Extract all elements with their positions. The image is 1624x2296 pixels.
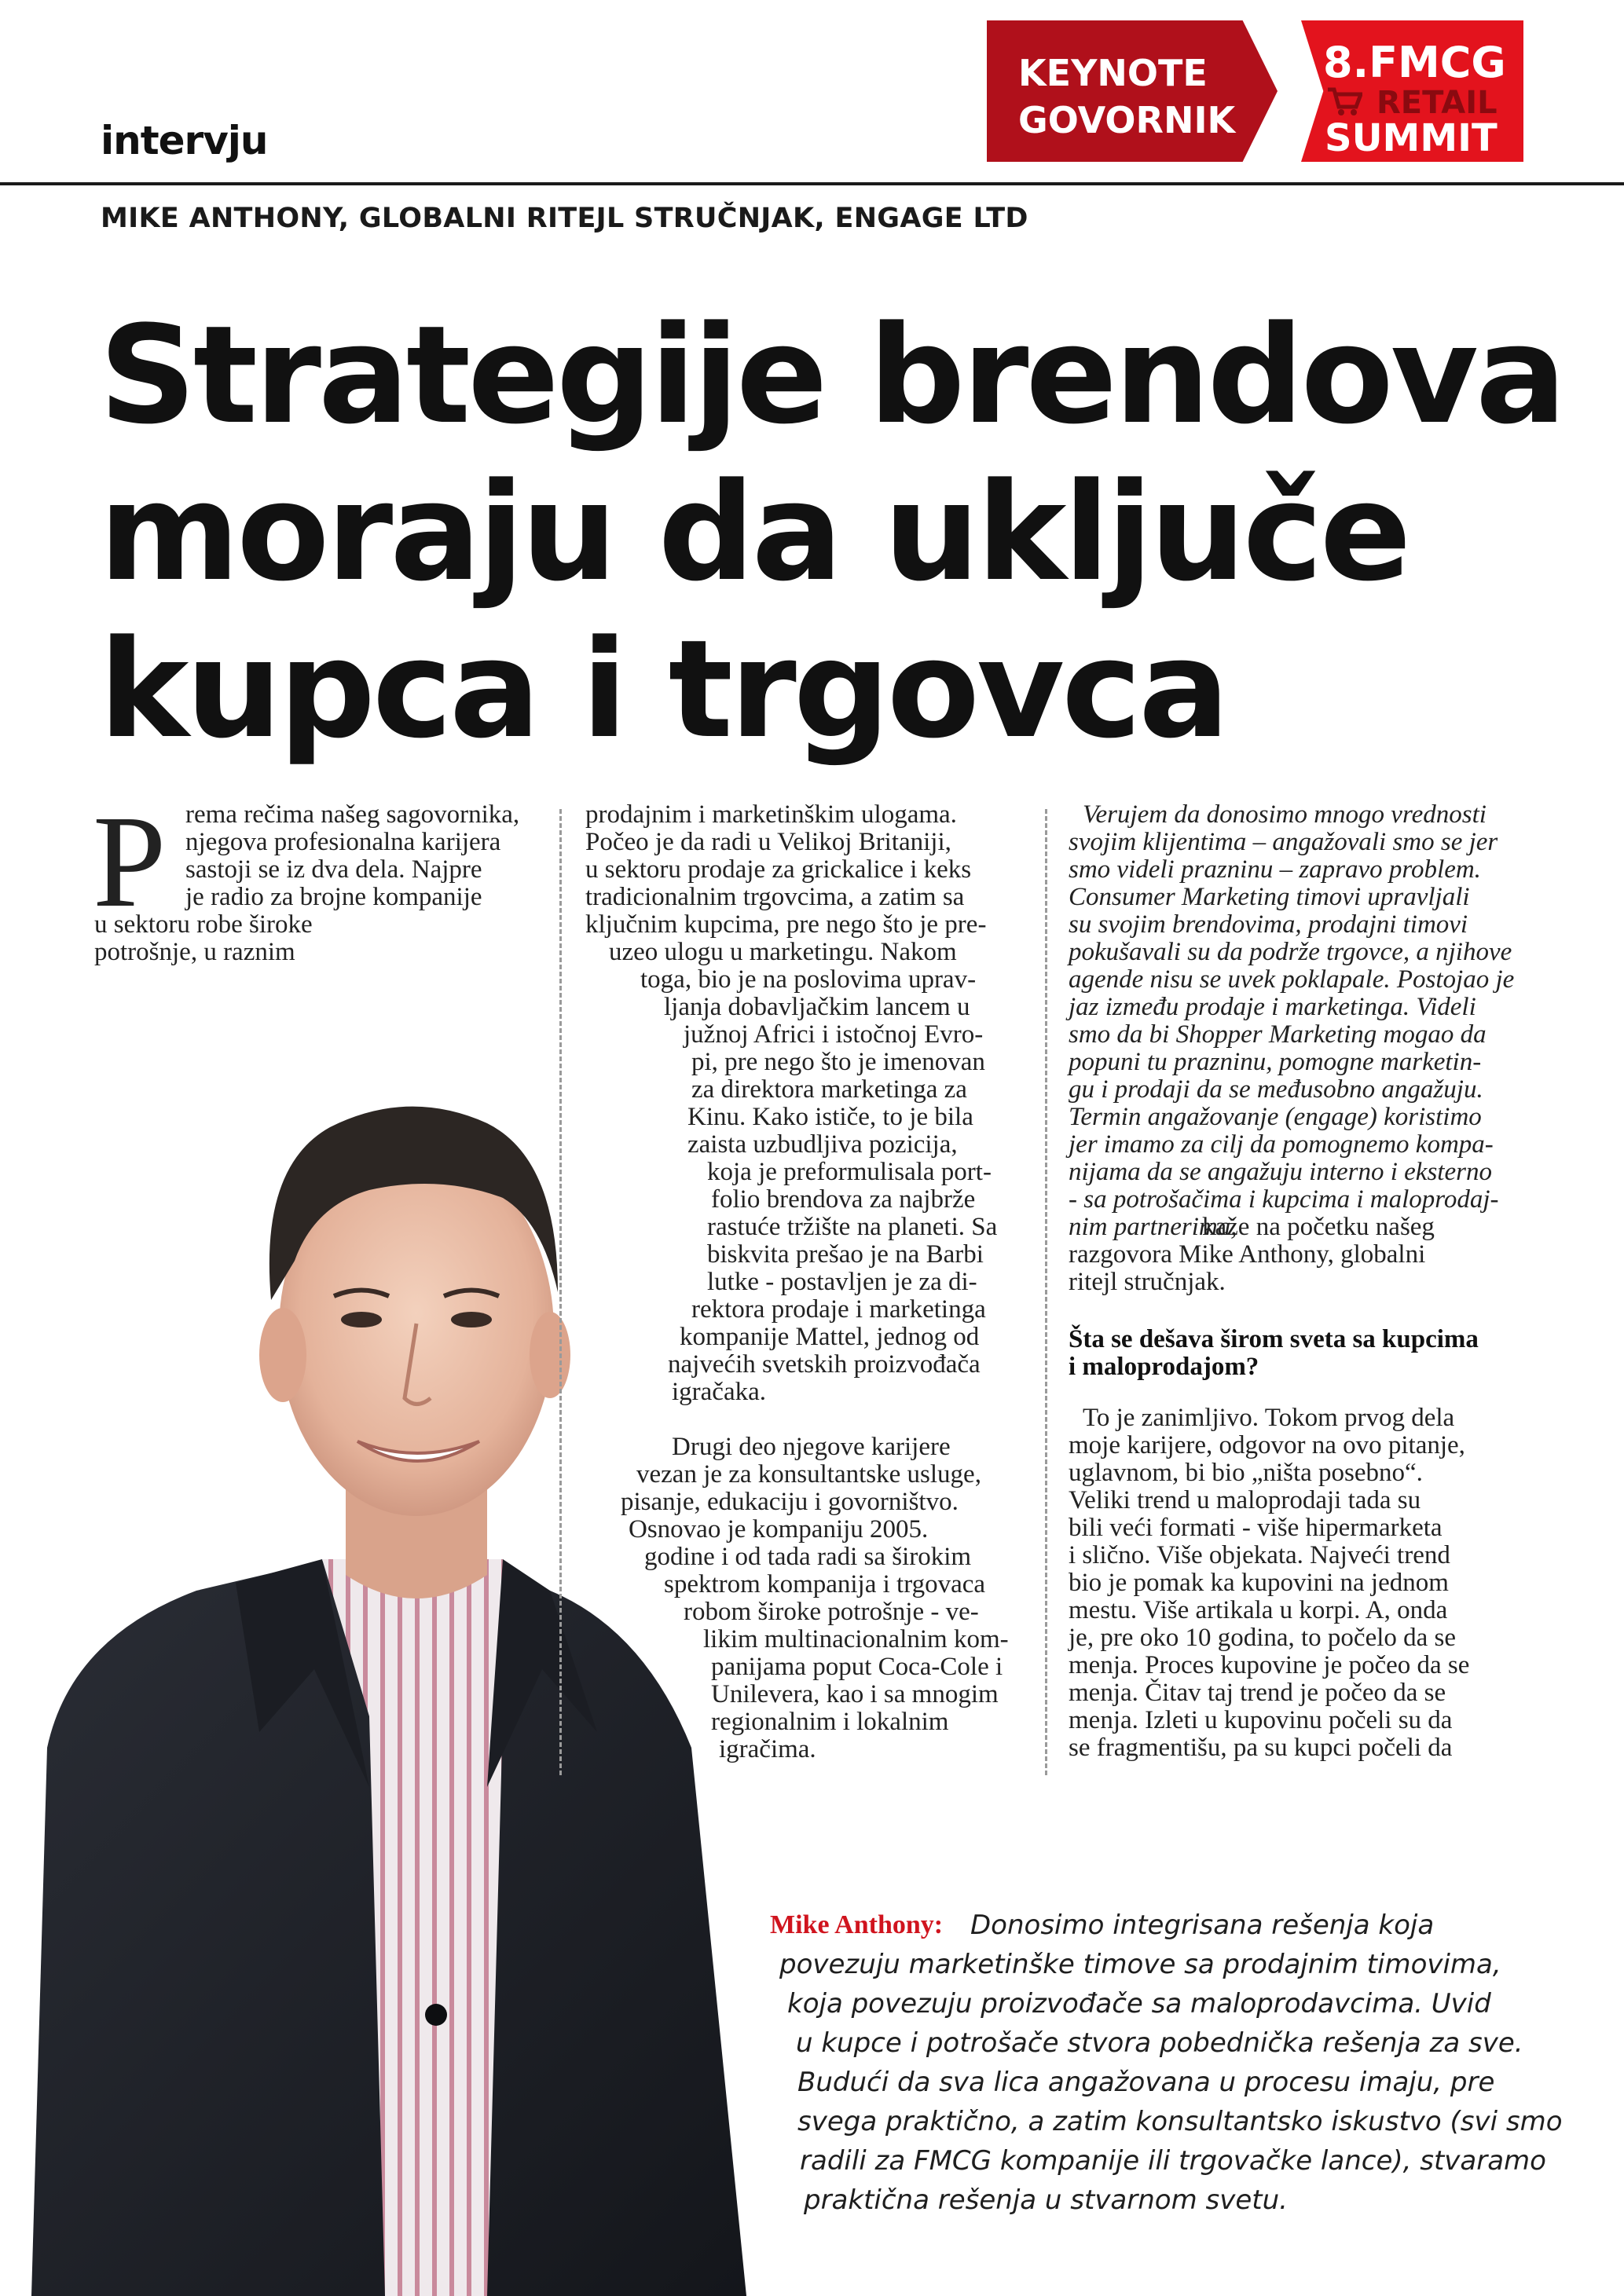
text-line: panijama poput Coca-Cole i <box>711 1653 1003 1681</box>
text-line: zaista uzbudljiva pozicija, <box>687 1130 958 1159</box>
text-line: koja je preformulisala port- <box>707 1158 992 1186</box>
text-line: menja. Proces kupovine je počeo da se <box>1069 1651 1470 1679</box>
section-label: intervju <box>101 118 268 163</box>
text-line: ritejl stručnjak. <box>1069 1268 1226 1296</box>
text-line: mestu. Više artikala u korpi. A, onda <box>1069 1596 1448 1624</box>
pull-quote-line: povezuju marketinške timove sa prodajnim timovima, <box>779 1949 1501 1980</box>
text-line: uzeo ulogu u marketingu. Nakom <box>609 938 957 966</box>
text-line: Unilevera, kao i sa mnogim <box>711 1680 999 1708</box>
text-line: lutke - postavljen je za di- <box>707 1268 977 1296</box>
text-line: potrošnje, u raznim <box>94 938 295 966</box>
text-line: rektora prodaje i marketinga <box>691 1295 986 1324</box>
dropcap: P <box>93 789 167 935</box>
text-line: menja. Čitav taj trend je počeo da se <box>1069 1679 1446 1707</box>
headline-line: moraju da uključe <box>99 453 1409 611</box>
badge-speaker-text: GOVORNIK <box>1018 99 1236 141</box>
quote-line: jaz između prodaje i marketinga. Videli <box>1069 993 1476 1021</box>
text-line: bili veći formati - više hipermarketa <box>1069 1514 1443 1542</box>
pull-quote-line: koja povezuju proizvođače sa maloprodavcima. Uvid <box>787 1988 1491 2020</box>
text-line: Kinu. Kako ističe, to je bila <box>687 1103 973 1131</box>
badge-fmcg-text: 8.FMCG <box>1323 38 1506 87</box>
chevron-divider-icon <box>1258 20 1305 162</box>
text-line: ključnim kupcima, pre nego što je pre- <box>585 910 987 939</box>
pull-quote-line: radili za FMCG kompanije ili trgovačke lance), stvaramo <box>800 2145 1546 2177</box>
portrait-photo <box>0 962 754 2296</box>
text-line: i slično. Više objekata. Najveći trend <box>1069 1541 1450 1569</box>
pull-quote-line: svega praktično, a zatim konsultantsko iskustvo (svi smo <box>797 2106 1563 2137</box>
quote-line: pokušavali su da podrže trgovce, a njihove <box>1069 938 1512 966</box>
quote-line: su svojim brendovima, prodajni timovi <box>1069 910 1468 939</box>
text-line: pi, pre nego što je imenovan <box>691 1048 985 1076</box>
text-line: Drugi deo njegove karijere <box>672 1433 951 1461</box>
byline: MIKE ANTHONY, GLOBALNI RITEJL STRUČNJAK, ENGAGE LTD <box>101 203 1028 234</box>
headline-line: kupca i trgovca <box>99 610 1227 768</box>
text-line: njegova profesionalna karijera <box>185 828 501 856</box>
headline-line: Strategije brendova <box>99 296 1564 454</box>
badge-retail-text: RETAIL <box>1377 85 1498 121</box>
text-line: robom široke potrošnje - ve- <box>684 1598 979 1626</box>
question-line: Šta se dešava širom sveta sa kupcima <box>1069 1325 1479 1353</box>
text-line: kompanije Mattel, jednog od <box>680 1323 980 1351</box>
interview-question <box>1069 1326 1479 1381</box>
quote-line: nim partnerima, <box>1069 1213 1237 1241</box>
text-line: bio je pomak ka kupovini na jednom <box>1069 1569 1449 1597</box>
text-line: za direktora marketinga za <box>691 1075 967 1104</box>
pull-quote-line: Budući da sva lica angažovana u procesu imaju, pre <box>797 2067 1495 2098</box>
text-line: igračima. <box>719 1735 816 1763</box>
question-line: i maloprodajom? <box>1069 1353 1259 1381</box>
text-line: razgovora Mike Anthony, globalni <box>1069 1240 1426 1269</box>
quote-line: Consumer Marketing timovi upravljali <box>1069 883 1470 911</box>
text-line: se fragmentišu, pa su kupci počeli da <box>1069 1734 1453 1762</box>
text-line: likim multinacionalnim kom- <box>703 1625 1009 1653</box>
quote-line: Termin angažovanje (engage) koristimo <box>1069 1103 1482 1131</box>
text-line: Počeo je da radi u Velikoj Britaniji, <box>585 828 951 856</box>
text-line: godine i od tada radi sa širokim <box>644 1543 972 1571</box>
column-divider <box>559 809 562 1775</box>
keynote-speaker-badge <box>987 20 1523 162</box>
text-line: rastuće tržište na planeti. Sa <box>707 1213 998 1241</box>
pull-quote-line: praktična rešenja u stvarnom svetu. <box>804 2184 1288 2216</box>
quote-line: svojim klijentima – angažovali smo se jer <box>1069 828 1498 856</box>
text-line: igračaka. <box>672 1378 766 1406</box>
text-line: tradicionalnim trgovcima, a zatim sa <box>585 883 965 911</box>
text-line: Veliki trend u maloprodaji tada su <box>1069 1486 1421 1514</box>
pull-quote-line: Donosimo integrisana rešenja koja <box>970 1910 1435 1941</box>
text-line: najvećih svetskih proizvođača <box>668 1350 981 1379</box>
text-line: južnoj Africi i istočnoj Evro- <box>684 1020 984 1049</box>
quote-line: smo videli prazninu – zapravo problem. <box>1069 855 1481 884</box>
quote-line: smo da bi Shopper Marketing mogao da <box>1069 1020 1487 1049</box>
text-line: prodajnim i marketinškim ulogama. <box>585 800 957 829</box>
text-line: menja. Izleti u kupovinu počeli su da <box>1069 1706 1453 1734</box>
quote-line: nijama da se angažuju interno i eksterno <box>1069 1158 1492 1186</box>
pull-quote-speaker: Mike Anthony: <box>770 1910 944 1939</box>
text-line: ljanja dobavljačkim lancem u <box>664 993 970 1021</box>
text-line: moje karijere, odgovor na ovo pitanje, <box>1069 1431 1465 1459</box>
quote-line: agende nisu se uvek poklapale. Postojao je <box>1069 965 1515 994</box>
text-line: je, pre oko 10 godina, to počelo da se <box>1069 1624 1457 1652</box>
text-line: uglavnom, bi bio „ništa posebno“. <box>1069 1459 1423 1487</box>
text-line: Osnovao je kompaniju 2005. <box>629 1515 929 1543</box>
text-line: rema rečima našeg sagovornika, <box>185 800 520 829</box>
header-divider <box>0 182 1624 185</box>
quote-line: Verujem da donosimo mnogo vrednosti <box>1083 800 1487 829</box>
text-line: To je zanimljivo. Tokom prvog dela <box>1083 1404 1455 1432</box>
text-line: folio brendova za najbrže <box>711 1185 976 1214</box>
text-line: je radio za brojne kompanije <box>185 883 482 911</box>
text-line: spektrom kompanija i trgovaca <box>664 1570 986 1598</box>
pull-quote-line: u kupce i potrošače stvora pobednička rešenja za sve. <box>796 2027 1523 2059</box>
badge-summit-text: SUMMIT <box>1325 116 1498 160</box>
text-line: regionalnim i lokalnim <box>711 1708 949 1736</box>
text-line: sastoji se iz dva dela. Najpre <box>185 855 482 884</box>
shopping-cart-icon <box>1326 86 1362 116</box>
quote-line: gu i prodaji da se međusobno angažuju. <box>1069 1075 1483 1104</box>
text-line: vezan je za konsultantske usluge, <box>636 1460 981 1489</box>
text-line: u sektoru robe široke <box>94 910 313 939</box>
text-line: u sektoru prodaje za grickalice i keks <box>585 855 972 884</box>
column-divider <box>1045 809 1047 1775</box>
article-headline <box>99 297 1592 768</box>
quote-line: jer imamo za cilj da pomognemo kompa- <box>1069 1130 1494 1159</box>
badge-keynote-text: KEYNOTE <box>1018 52 1208 94</box>
quote-line: - sa potrošačima i kupcima i maloprodaj- <box>1069 1185 1499 1214</box>
text-line: biskvita prešao je na Barbi <box>707 1240 984 1269</box>
text-run: kaže na početku našeg <box>1202 1213 1435 1241</box>
text-line: toga, bio je na poslovima uprav- <box>640 965 977 994</box>
text-line: pisanje, edukaciju i govorništvo. <box>621 1488 959 1516</box>
quote-line: popuni tu prazninu, pomogne marketin- <box>1069 1048 1482 1076</box>
